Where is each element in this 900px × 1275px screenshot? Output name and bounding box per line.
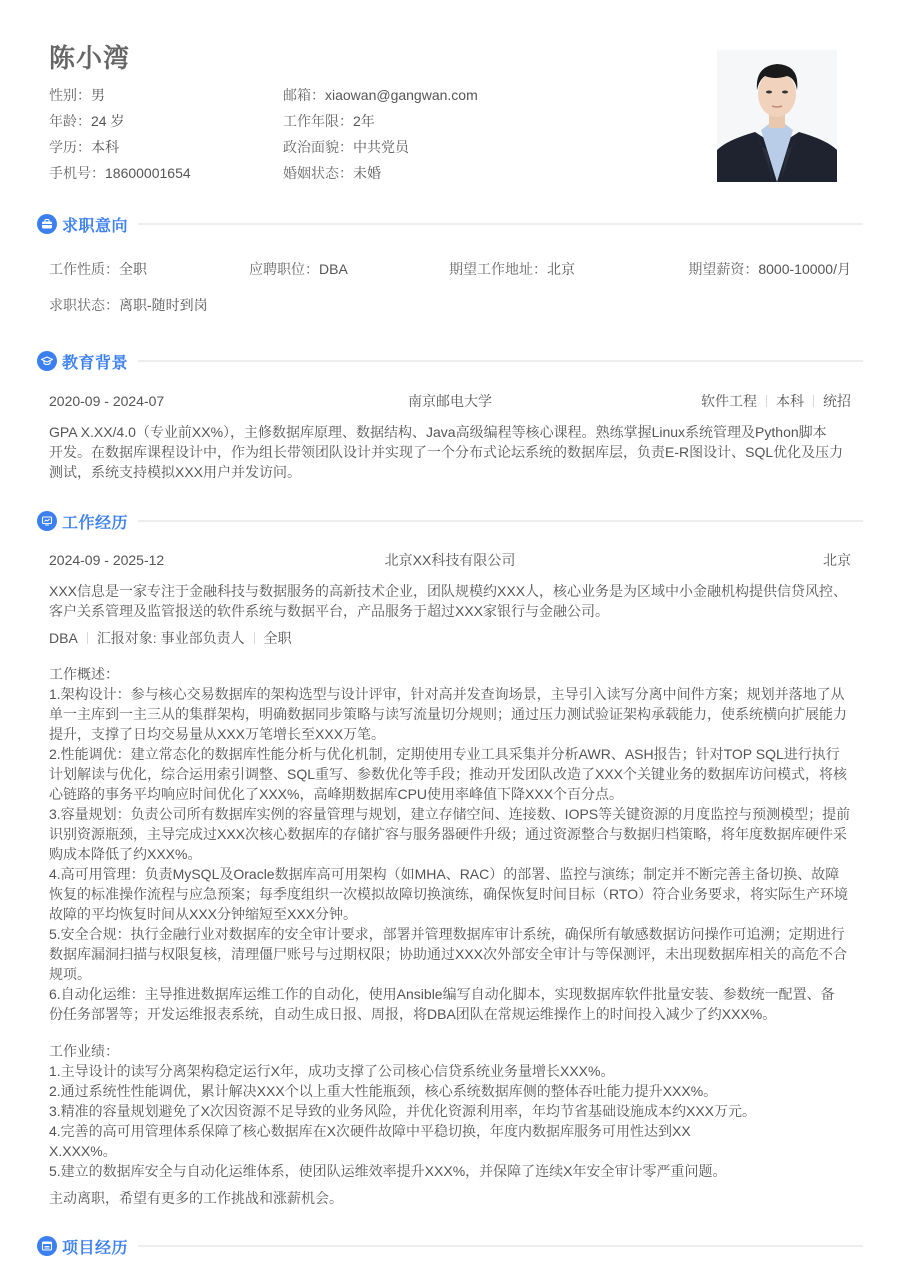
window-icon — [37, 1236, 57, 1256]
graduation-cap-icon — [37, 351, 57, 371]
gender-field: 性别：男 — [49, 87, 105, 103]
education-tags — [701, 391, 851, 411]
marital-status-field: 婚姻状态：未婚 — [283, 165, 381, 181]
company-intro: XXX信息是一家专注于金融科技与数据服务的高新技术企业，团队规模约XXX人，核心业务是为区域中小金融机构提供信贷风控、 客户关系管理及监管报送的软件系统与数据平台，产品服务于超过XXX家银行与金融公司。 — [49, 583, 848, 619]
section-header-project — [37, 1234, 863, 1258]
email-field: 邮箱：xiaowan@gangwan.com — [283, 87, 478, 103]
monitor-icon — [37, 511, 57, 531]
info-row — [49, 136, 549, 162]
location-field: 期望工作地址：北京 — [449, 261, 575, 277]
education-period: 2020-09 - 2024-07 — [49, 393, 165, 409]
section-title: 工作经历 — [62, 514, 129, 532]
job-status-row — [49, 295, 851, 315]
profile-photo — [717, 50, 837, 182]
section-header-intent — [37, 212, 863, 236]
section-title: 求职意向 — [62, 217, 129, 235]
divider — [87, 632, 88, 644]
divider — [138, 223, 863, 225]
person-portrait-icon — [717, 50, 837, 182]
work-achievements: 工作业绩： 1.主导设计的读写分离架构稳定运行X年，成功支撑了公司核心信贷系统业务量增长XXX%。 2.通过系统性性能调优，累计解决XXX个以上重大性能瓶颈，核心系统数据库侧的整体吞吐能力提升XXX%。 3.精准的容量规划避免了X次因资源不足导致的业务风险，并优化资源利用率，年均节省基础设施成本约XXX万元。 4.完善的高可用管理体系保障了核心数据库在X次硬件故障中平稳切换，年度内数据库服务可用性达到XX X.XXX%。 5.建立的数据库安全与自动化运维体系，使团队运维效率提升XXX%，并保障了连续X年安全审计零严重问题。 — [49, 1043, 757, 1179]
major: 软件工程 — [701, 393, 757, 409]
age-field: 年龄：24 岁 — [49, 113, 125, 129]
salary-field: 期望薪资：8000-10000/月 — [688, 261, 851, 277]
job-intent-row — [49, 259, 851, 279]
divider — [813, 395, 814, 407]
education-description: GPA X.XX/4.0（专业前XX%），主修数据库原理、数据结构、Java高级编程等核心课程。熟练掌握Linux系统管理及Python脚本 开发。在数据库课程设计中，作为组长带领团队设计并实现了一个分布式论坛系统的数据库层，负责E-R图设计、SQL优化及压力 测试，系统支持模拟XXX用户并发访问。 — [49, 424, 844, 480]
divider — [254, 632, 255, 644]
divider — [766, 395, 767, 407]
leave-reason: 主动离职，希望有更多的工作挑战和涨薪机会。 — [49, 1190, 343, 1206]
report-to: 汇报对象: 事业部负责人 — [96, 630, 245, 646]
basic-info — [49, 84, 549, 188]
work-period: 2024-09 - 2025-12 — [49, 552, 165, 568]
divider — [138, 1245, 863, 1247]
divider — [138, 360, 863, 362]
work-city: 北京 — [823, 552, 851, 568]
work-type-field: 工作性质：全职 — [49, 261, 147, 277]
position-field: 应聘职位：DBA — [249, 261, 348, 277]
work-tags — [49, 628, 851, 648]
section-header-education — [37, 349, 863, 373]
political-status-field: 政治面貌：中共党员 — [283, 139, 409, 155]
info-row — [49, 162, 549, 188]
info-row — [49, 84, 549, 110]
work-header-row — [49, 550, 851, 570]
section-title: 教育背景 — [62, 354, 129, 372]
job-status-field: 求职状态：离职-随时到岗 — [49, 297, 208, 313]
school-name: 南京邮电大学 — [408, 393, 492, 409]
briefcase-icon — [37, 214, 57, 234]
info-row — [49, 110, 549, 136]
section-title: 项目经历 — [62, 1239, 129, 1257]
role: DBA — [49, 630, 78, 646]
education-field: 学历：本科 — [49, 139, 119, 155]
work-years-field: 工作年限：2年 — [283, 113, 375, 129]
enrollment-type: 统招 — [823, 393, 851, 409]
candidate-name: 陈小湾 — [49, 43, 131, 73]
degree: 本科 — [776, 393, 804, 409]
phone-field: 手机号：18600001654 — [49, 165, 191, 181]
company-name: 北京XX科技有限公司 — [384, 552, 516, 568]
section-header-work — [37, 509, 863, 533]
divider — [138, 520, 863, 522]
job-type: 全职 — [263, 630, 292, 646]
work-overview: 工作概述： 1.架构设计：参与核心交易数据库的架构选型与设计评审，针对高并发查询场景，主导引入读写分离中间件方案；规划并落地了从 单一主库到一主三从的集群架构，明确数据同步策略与读写流量切分规则；通过压力测试验证架构承载能力，使系统横向扩展能力 提升，支撑了日均交易量从XXX万笔增长至XXX万笔。 2.性能调优：建立常态化的数据库性能分析与优化机制，定期使用专业工具采集并分析AWR、ASH报告；针对TOP SQL进行执行 计划解读与优化，综合运用索引调整、SQL重写、参数优化等手段；推动开发团队改造了XXX个关键业务的数据库访问模式，将核 心链路的事务平均响应时间优化了XXX%，高峰期数据库CPU使用率峰值下降XXX个百分点。 3.容量规划：负责公司所有数据库实例的容量管理与规划，建立存储空间、连接数、IOPS等关键资源的月度监控与预测模型；提前 识别资源瓶颈，主导完成过XXX次核心数据库的存储扩容与服务器硬件升级；通过资源整合与数据归档策略，将年度数据库硬件采 购成本降低了约XXX%。 4.高可用管理：负责MySQL及Oracle数据库高可用架构（如MHA、RAC）的部署、监控与演练；制定并不断完善主备切换、故障 恢复的标准操作流程与应急预案；每季度组织一次模拟故障切换演练，确保恢复时间目标（RTO）符合业务要求，将实际生产环境 故障的平均恢复时间从XXX分钟缩短至XXX分钟。 5.安全合规：执行金融行业对数据库的安全审计要求，部署并管理数据库审计系统，确保所有敏感数据访问操作可追溯；定期进行 数据库漏洞扫描与权限复核，清理僵尸账号与过期权限；协助通过XXX次外部安全审计与等保测评，未出现数据库相关的高危不合 规项。 6.自动化运维：主导推进数据库运维工作的自动化，使用Ansible编写自动化脚本，实现数据库软件批量安装、参数统一配置、备 份任务部署等；开发运维报表系统，自动生成日报、周报，将DBA团队在常规运维操作上的时间投入减少了约XXX%。 — [49, 666, 851, 1022]
education-header-row — [49, 391, 851, 411]
